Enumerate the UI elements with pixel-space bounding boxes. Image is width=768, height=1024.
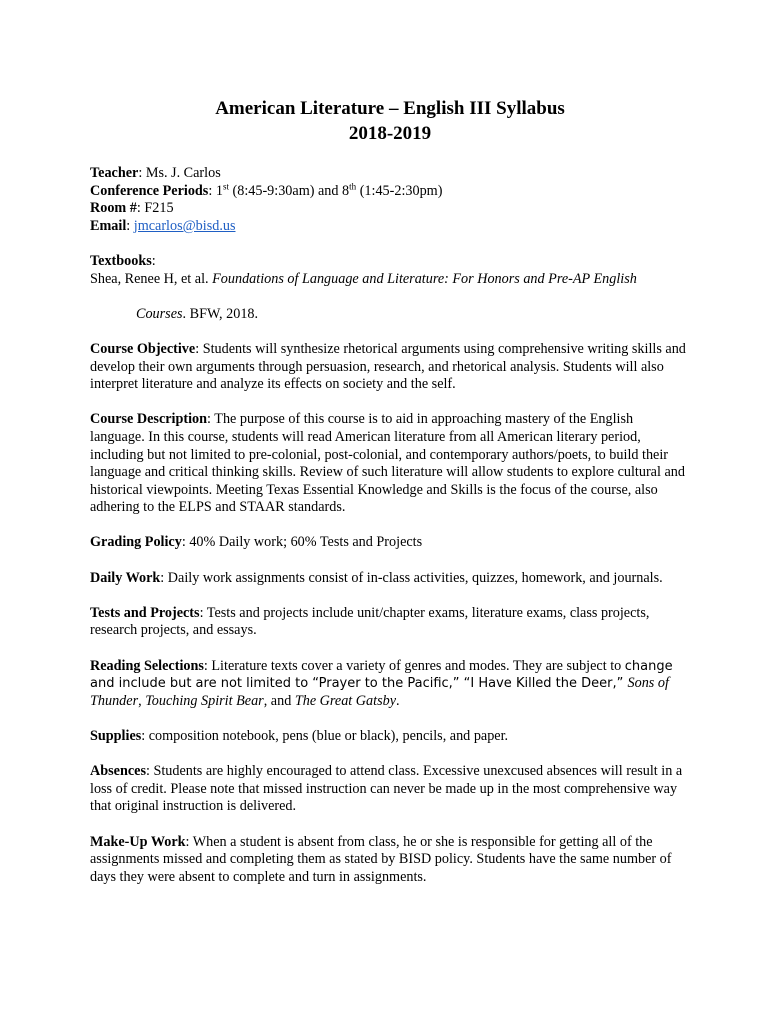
email-line: Email: jmcarlos@bisd.us <box>90 217 236 234</box>
document-title: American Literature – English III Syllabus <box>215 98 565 119</box>
period2-time: (1:45-2:30pm) <box>356 182 443 199</box>
period1-number: 1 <box>215 182 223 199</box>
grading-policy-label: Grading Policy <box>90 534 182 551</box>
reading-selections: Reading Selections: Literature texts cover a variety of genres and modes. They are subject to change and include but are not limited to “Prayer to the Pacific,” “I Have Killed the Deer,” Sons of Thunder, Touching Spirit Bear, and The Great Gatsby. <box>90 657 673 709</box>
course-objective-label: Course Objective <box>90 340 196 357</box>
teacher-value: : Ms. J. Carlos <box>138 165 221 181</box>
daily-work-label: Daily Work <box>90 569 161 586</box>
book-title-sons-of-thunder: Sons of Thunder <box>90 675 669 709</box>
makeup-work: Make-Up Work: When a student is absent from class, he or she is responsible for getting all of the assignments missed and completing them as stated by BISD policy. Students have the same number of days they were absent to complete and turn in assignments. <box>90 833 672 885</box>
conference-line: Conference Periods: 1st (8:45-9:30am) and 8th (1:45-2:30pm) <box>90 180 443 199</box>
reading-selections-label: Reading Selections <box>90 657 204 674</box>
makeup-work-label: Make-Up Work <box>90 833 186 850</box>
tests-and-projects-label: Tests and Projects <box>90 604 200 621</box>
textbook-citation-line2: Courses. BFW, 2018. <box>136 305 259 322</box>
book-title-great-gatsby: The Great Gatsby <box>294 692 396 709</box>
teacher-line <box>90 165 690 183</box>
textbook-title: Foundations of Language and Literature: For Honors and Pre-AP English <box>212 270 637 287</box>
textbooks-heading: Textbooks: <box>90 252 156 269</box>
course-description-label: Course Description <box>90 411 208 428</box>
conference-label: Conference Periods <box>90 182 209 199</box>
grading-policy: Grading Policy: 40% Daily work; 60% Tests and Projects <box>90 534 423 551</box>
tests-and-projects: Tests and Projects: Tests and projects include unit/chapter exams, literature exams, class projects, research projects, and essays. <box>90 604 650 639</box>
room-value: : F215 <box>136 200 174 217</box>
supplies: Supplies: composition notebook, pens (blue or black), pencils, and paper. <box>90 728 509 744</box>
period2-number: 8 <box>342 182 350 199</box>
period1-time: (8:45-9:30am) and <box>228 182 343 199</box>
document-body <box>90 96 690 886</box>
textbooks-label: Textbooks <box>90 252 152 269</box>
course-objective: Course Objective: Students will synthesize rhetorical arguments using comprehensive writing skills and develop their own arguments through persuasion, research, and rhetorical analysis. Students will also interpret literature and analyze its effects on society and the self. <box>90 340 686 393</box>
absences: Absences: Students are highly encouraged to attend class. Excessive unexcused absences will result in a loss of credit. Please note that missed instruction can never be made up in the most comprehensive way that original instruction is delivered. <box>90 763 683 815</box>
course-description: Course Description: The purpose of this course is to aid in approaching mastery of the English language. In this course, students will read American literature from all American literary period, including but not limited to pre-colonial, post-colonial, and contemporary authors/poets, to build their language and critical thinking skills. Review of such literature will allow students to explore cultural and historical viewpoints. Meeting Texas Essential Knowledge and Skills is the focus of the course, also adhering to the ELPS and STAAR standards. <box>90 411 685 516</box>
school-year: 2018-2019 <box>348 123 432 144</box>
textbook-citation-line1: Shea, Renee H, et al. Foundations of Language and Literature: For Honors and Pre-AP English <box>90 270 637 287</box>
teacher-label: Teacher <box>90 165 139 181</box>
daily-work: Daily Work: Daily work assignments consist of in-class activities, quizzes, homework, and journals. <box>90 569 663 586</box>
room-line <box>90 200 690 218</box>
absences-label: Absences <box>90 763 146 780</box>
period1-suffix: st <box>222 180 229 191</box>
email-link[interactable]: jmcarlos@bisd.us <box>133 217 236 234</box>
email-label: Email <box>90 217 127 234</box>
room-label: Room # <box>90 200 137 217</box>
supplies-label: Supplies <box>90 728 142 744</box>
period2-suffix: th <box>349 180 357 191</box>
book-title-touching-spirit-bear: Touching Spirit Bear <box>145 692 264 709</box>
